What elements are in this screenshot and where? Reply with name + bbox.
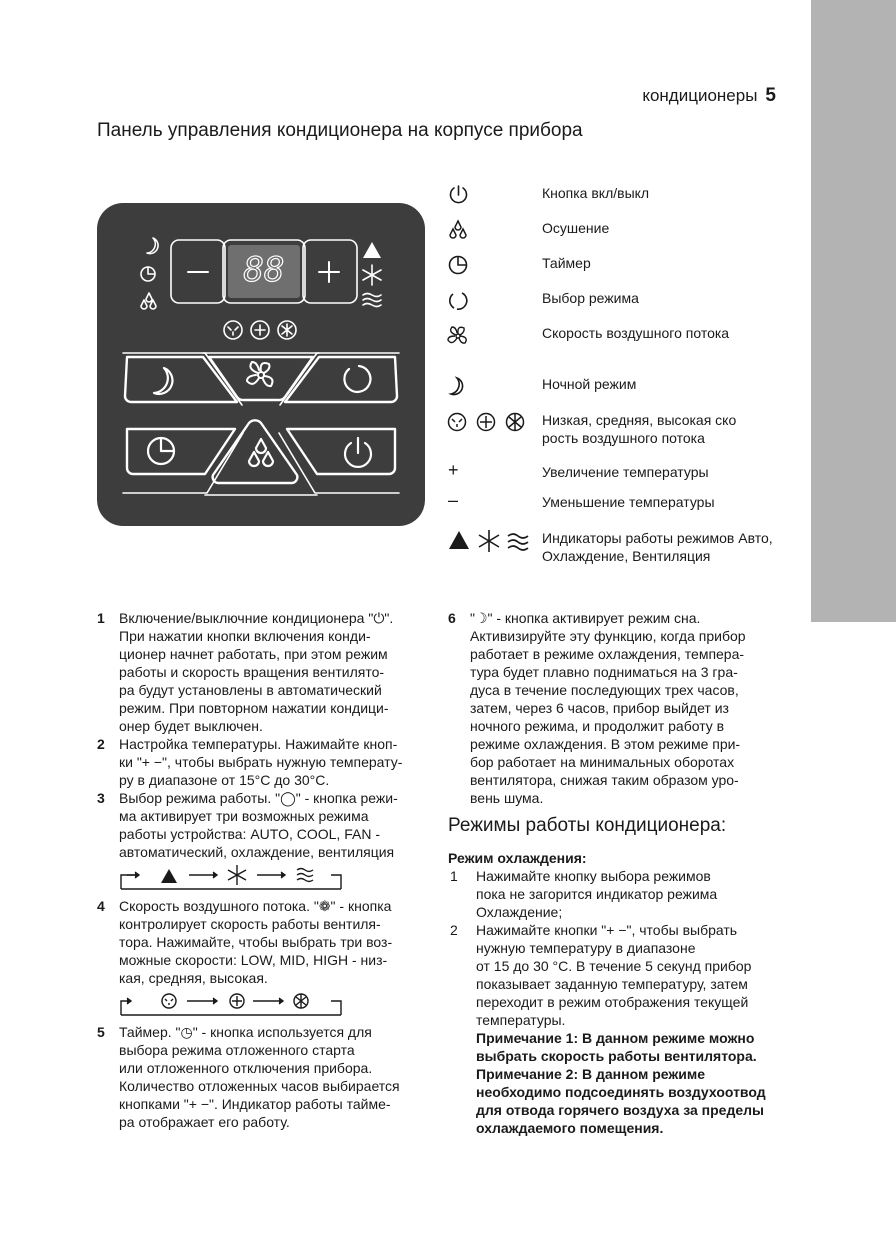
dry-icon <box>446 219 472 241</box>
night-button-icon <box>154 368 172 394</box>
item-3: 3 Выбор режима работы. "◯" - кнопка режи- ма активирует три возможных режима работы устройства: AUTO, COOL, FAN - автоматический, охлаждение, вентиляция <box>97 790 398 860</box>
section-name: кондиционеры <box>642 86 758 105</box>
legend-text: Низкая, средняя, высокая ско рость воздушного потока <box>542 412 737 446</box>
fan-indicator-icon <box>363 294 381 307</box>
item-2: 2 Настройка температуры. Нажимайте кноп- ки "+ −", чтобы выбрать нужную температу- ру в диапазоне от 15°C до 30°C. <box>97 736 403 788</box>
moon-icon <box>446 375 472 397</box>
dry-button-icon <box>249 439 273 466</box>
legend-text: Индикаторы работы режимов Авто, Охлаждение, Вентиляция <box>542 530 773 564</box>
left-column <box>97 609 437 1131</box>
timer-icon <box>446 254 472 276</box>
power-button-outline <box>287 429 395 474</box>
cooling-notes: Примечание 1: В данном режиме можно выбрать скорость работы вентилятора. Примечание 2: В данном режиме необходимо подсоединять воздухоотвод для отвода горячего воздуха за пределы охлаждаемого помещения. <box>476 1030 766 1136</box>
legend-text: Таймер <box>542 255 591 271</box>
cooling-step-1: 1 Нажимайте кнопку выбора режимов пока не загорится индикатор режима Охлаждение; <box>450 868 718 920</box>
fan-button-icon <box>247 362 272 386</box>
fan-speed-cycle-diagram <box>119 989 437 1019</box>
snowflake-indicator-icon <box>363 265 381 285</box>
display-digits: 88 <box>243 250 285 290</box>
legend-text: Скорость воздушного потока <box>542 325 730 341</box>
item-6: 6 "☽" - кнопка активирует режим сна. Активизируйте эту функцию, когда прибор работает в режиме охлаждения, темпера- тура будет плавно подниматься на 3 гра- дуса в течение последующих трех часов, затем, через 6 часов, прибор выйдет из ночного режима, и продолжит работу в режиме охлаждения. В этом режиме при- бор работает на минимальных оборотах вентилятора, снижая таким образом уро- вень шума. <box>448 610 746 806</box>
dry-indicator-icon <box>141 293 156 309</box>
power-button-icon <box>345 438 371 467</box>
moon-indicator-icon <box>147 238 158 254</box>
page-number: 5 <box>765 85 776 106</box>
mode-icon <box>446 289 472 311</box>
cooling-step-2: 2 Нажимайте кнопки "+ −", чтобы выбрать нужную температуру в диапазоне от 15 до 30 °C. В течение 5 секунд прибор показывает заданную температуру, затем переходит в режим отображения текущей температуры. Примечание 1: В данном режиме можно выбрать скорость работы вентилятора. Примечание 2: В данном режиме необходимо подсоединять воздухоотвод для отвода горячего воздуха за пределы охлаждаемого помещения. <box>448 921 788 1137</box>
minus-icon: – <box>448 490 459 510</box>
timer-button-icon <box>148 438 174 464</box>
timer-indicator-icon <box>141 267 155 281</box>
cooling-heading: Режим охлаждения: <box>448 850 587 866</box>
mode-button-icon <box>344 366 370 392</box>
night-button-outline <box>125 357 237 402</box>
fan-speed-icon <box>446 324 472 346</box>
mode-cycle-diagram <box>119 863 437 893</box>
legend-text: Уменьшение температуры <box>542 494 715 510</box>
item-1: 1 Включение/выключние кондиционера "⏻". При нажатии кнопки включения конди- ционер начнет работать, при этом режим работы и скорость вращения вентилято- ра будут установлены в автоматический режим. При повторном нажатии кондици- онер будет выключен. <box>97 610 394 734</box>
item-5: 5 Таймер. "◷" - кнопка используется для выбора режима отложенного старта или отложенного отключения прибора. Количество отложенных часов выбирается кнопками "+ −". Индикатор работы тайме- ра отображает его работу. <box>97 1024 400 1130</box>
fan-levels-icon <box>446 411 530 433</box>
power-icon <box>446 184 472 206</box>
item-4: 4 Скорость воздушного потока. "❁" - кнопка контролирует скорость работы вентиля- тора. Нажимайте, чтобы выбрать три воз- можные скорости: LOW, MID, HIGH - низ- кая, средняя, высокая. <box>97 898 393 986</box>
legend-text: Осушение <box>542 220 610 236</box>
legend-text: Ночной режим <box>542 376 637 392</box>
mode-indicators-icon <box>446 529 532 553</box>
control-panel <box>97 203 425 526</box>
legend-text: Увеличение температуры <box>542 464 709 480</box>
plus-icon: + <box>448 460 459 480</box>
right-column <box>448 609 788 1137</box>
legend-text: Выбор режима <box>542 290 639 306</box>
legend-text: Кнопка вкл/выкл <box>542 185 650 201</box>
page-title: Панель управления кондиционера на корпусе прибора <box>97 120 583 141</box>
mode-button-outline <box>285 357 397 402</box>
modes-heading: Режимы работы кондиционера: <box>448 815 727 836</box>
auto-indicator-icon <box>363 242 381 258</box>
side-tab <box>811 0 896 622</box>
page-header <box>642 85 776 107</box>
